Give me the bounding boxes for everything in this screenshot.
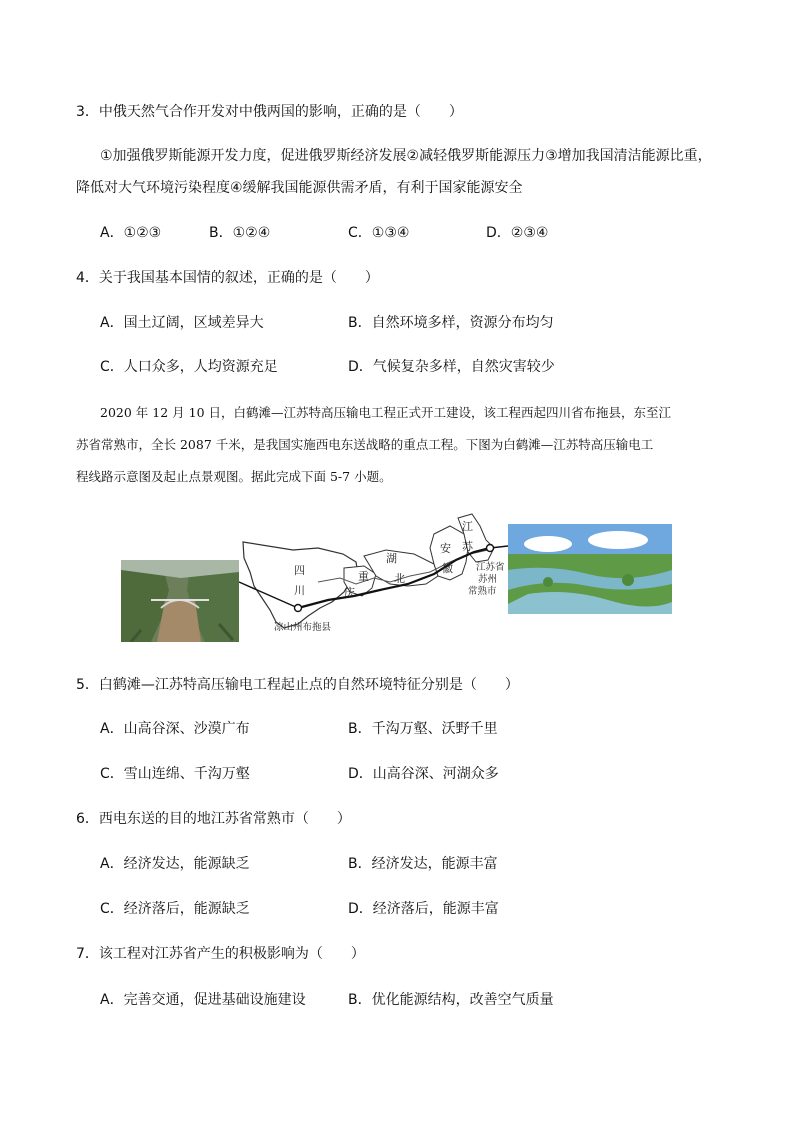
label-chongqing-1: 重 (358, 570, 369, 583)
q5-stem: 5．白鹤滩—江苏特高压输电工程起止点的自然环境特征分别是（ ） (76, 677, 519, 693)
end-point-marker (487, 545, 494, 552)
q6-option-c: C．经济落后，能源缺乏 (100, 901, 250, 917)
label-end-point-1: 江苏省 (476, 562, 505, 573)
label-end-point-3: 常熟市 (468, 586, 497, 597)
intro-line3: 程线路示意图及起止点景观图。据此完成下面 5-7 小题。 (76, 469, 392, 484)
label-hubei-1: 湖 (386, 552, 397, 565)
q4-option-b: B．自然环境多样，资源分布均匀 (348, 315, 554, 331)
q6-option-d: D．经济落后，能源丰富 (348, 901, 499, 917)
q5-option-a: A．山高谷深、沙漠广布 (100, 721, 250, 737)
label-sichuan-2: 川 (294, 584, 305, 597)
q3-option-c: C．①③④ (348, 225, 410, 241)
start-point-marker (295, 605, 302, 612)
label-jiangsu-2: 苏 (462, 540, 473, 553)
transmission-line-figure (118, 512, 674, 647)
q6-stem: 6．西电东送的目的地江苏省常熟市（ ） (76, 811, 351, 827)
q4-stem: 4．关于我国基本国情的叙述，正确的是（ ） (76, 270, 379, 286)
lake-landscape-photo (508, 524, 672, 614)
q5-option-b: B．千沟万壑、沃野千里 (348, 721, 498, 737)
q3-option-d: D．②③④ (486, 225, 549, 241)
label-chongqing-2: 庆 (344, 586, 355, 599)
q3-statement-line1: ①加强俄罗斯能源开发力度，促进俄罗斯经济发展②减轻俄罗斯能源压力③增加我国清洁能源比重， (100, 148, 712, 164)
label-start-point: 凉山州布拖县 (274, 622, 332, 633)
q6-option-b: B．经济发达，能源丰富 (348, 856, 498, 872)
intro-line2: 苏省常熟市，全长 2087 千米，是我国实施西电东送战略的重点工程。下图为白鹤滩—江苏特高压输电工 (76, 437, 654, 452)
q3-stem: 3．中俄天然气合作开发对中俄两国的影响，正确的是（ ） (76, 104, 463, 120)
label-hubei-2: 北 (394, 572, 405, 585)
intro-line1: 2020 年 12 月 10 日，白鹤滩—江苏特高压输电工程正式开工建设，该工程西起四川省布拖县，东至江 (100, 405, 671, 420)
label-end-point-2: 苏州 (478, 574, 498, 585)
q4-option-d: D．气候复杂多样，自然灾害较少 (348, 359, 555, 375)
q7-option-b: B．优化能源结构，改善空气质量 (348, 992, 554, 1008)
q3-option-b: B．①②④ (209, 225, 271, 241)
q3-option-a: A．①②③ (100, 225, 162, 241)
q5-option-d: D．山高谷深、河湖众多 (348, 766, 499, 782)
q5-option-c: C．雪山连绵、千沟万壑 (100, 766, 250, 782)
q4-option-c: C．人口众多，人均资源充足 (100, 359, 278, 375)
q3-statement-line2: 降低对大气环境污染程度④缓解我国能源供需矛盾，有利于国家能源安全 (76, 180, 523, 196)
q4-option-a: A．国土辽阔，区域差异大 (100, 315, 264, 331)
label-anhui-1: 安 (440, 542, 451, 555)
q6-option-a: A．经济发达，能源缺乏 (100, 856, 250, 872)
q7-option-a: A．完善交通，促进基础设施建设 (100, 992, 306, 1008)
label-anhui-2: 徽 (442, 562, 453, 575)
label-sichuan-1: 四 (294, 564, 305, 577)
label-jiangsu-1: 江 (462, 520, 473, 533)
q7-stem: 7．该工程对江苏省产生的积极影响为（ ） (76, 946, 365, 962)
